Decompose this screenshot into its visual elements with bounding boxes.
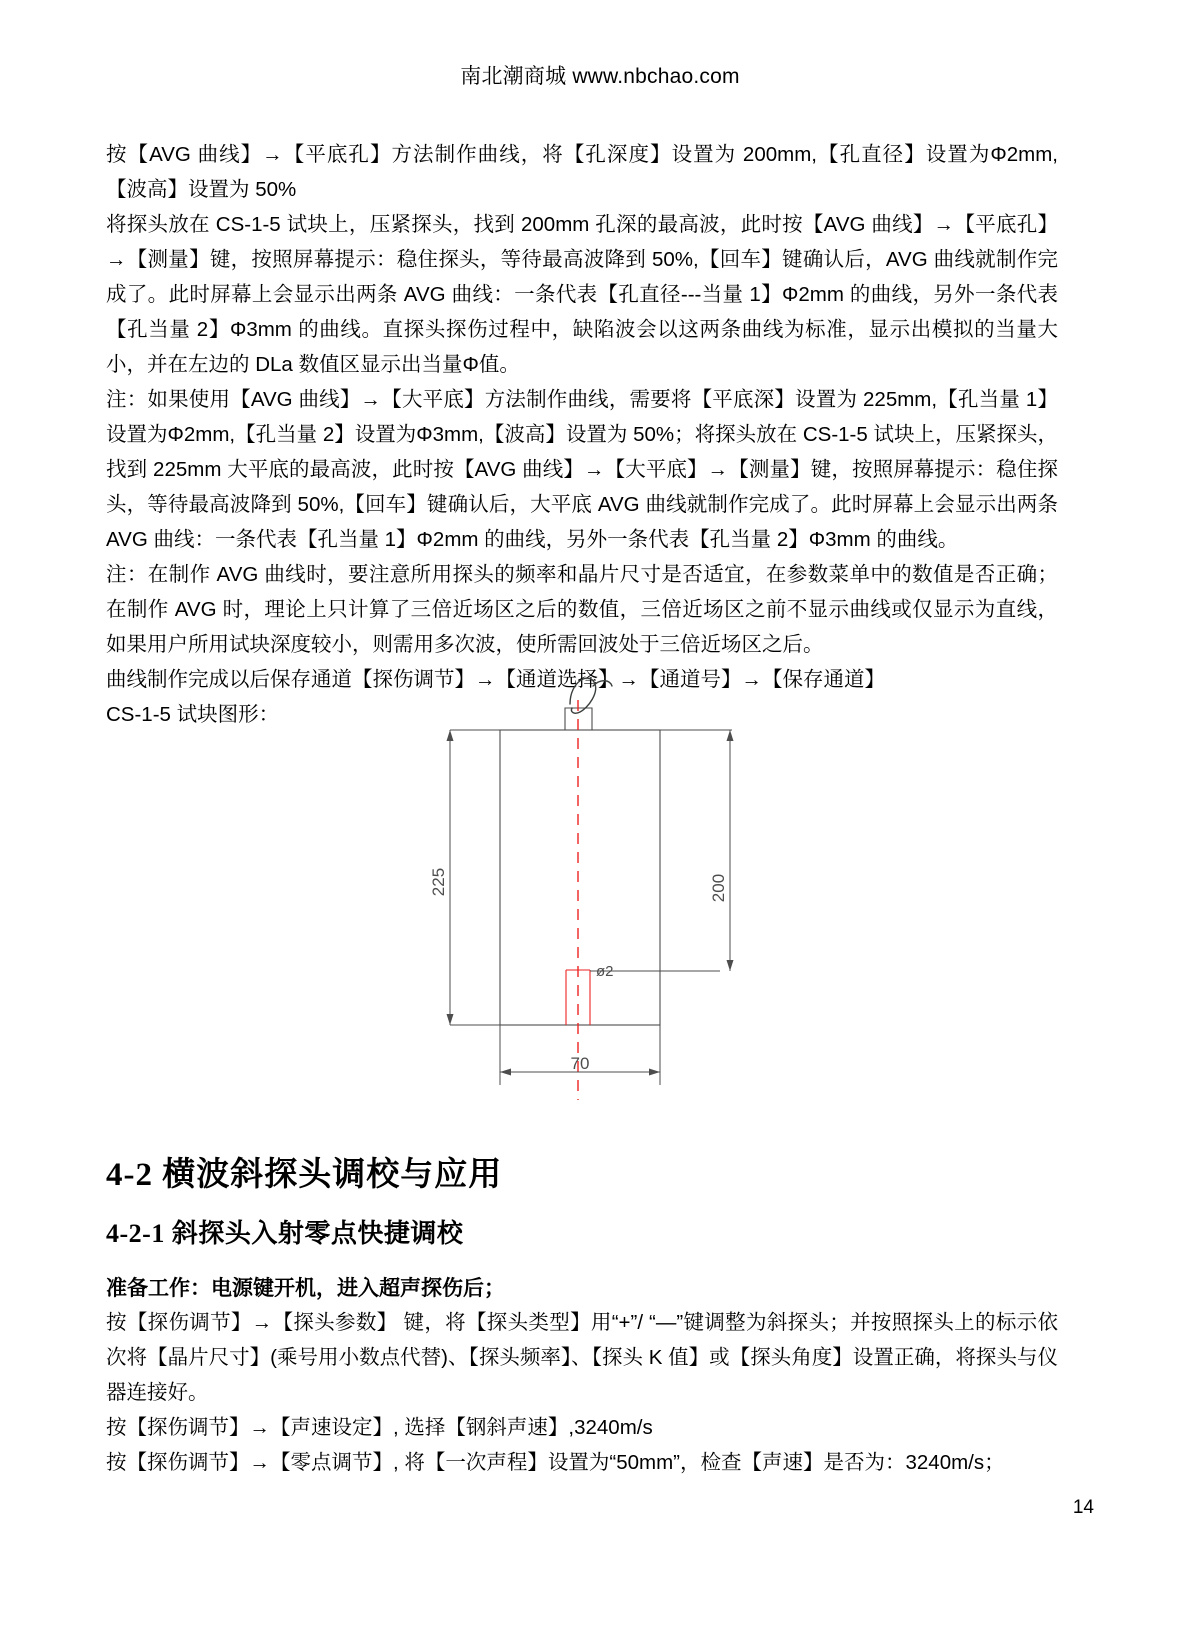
right-arrow-top <box>727 730 734 741</box>
flat-bottom-hole <box>566 970 590 1025</box>
right-arrow-bottom <box>727 960 734 971</box>
paragraph: 按【AVG 曲线】→【平底孔】方法制作曲线，将【孔深度】设置为 200mm,【孔直径】设置为Φ2mm,【波高】设置为 50% <box>106 143 1058 201</box>
paragraph: 按【探伤调节】→【零点调节】, 将【一次声程】设置为“50mm”，检查【声速】是否为：3240m/s； <box>106 1451 1005 1474</box>
bottom-dimension-label: 70 <box>570 1054 590 1073</box>
cs-1-5-test-block-drawing <box>0 660 1200 1120</box>
paragraph: 曲线制作完成以后保存通道【探伤调节】→【通道选择】→【通道号】→【保存通道】 <box>106 668 885 691</box>
drawing-caption: CS-1-5 试块图形： <box>106 703 280 726</box>
section-heading-4-2: 4-2 横波斜探头调校与应用 <box>106 1157 503 1193</box>
left-arrow-top <box>447 730 454 741</box>
block-outline <box>500 730 660 1025</box>
bottom-arrow-left <box>500 1069 511 1076</box>
section-heading-4-2-1: 4-2-1 斜探头入射零点快捷调校 <box>106 1219 464 1248</box>
right-dimension-label: 200 <box>709 873 728 903</box>
body-text-block <box>106 137 1058 732</box>
paragraph: 注：在制作 AVG 曲线时，要注意所用探头的频率和晶片尺寸是否适宜，在参数菜单中的数值是否正确；在制作 AVG 时，理论上只计算了三倍近场区之后的数值，三倍近场区之前不显示曲线或仅显示为直线，如果用户所用试块深度较小，则需用多次波，使所需回波处于三倍近场区之后。 <box>106 563 1058 656</box>
page-header-watermark: 南北潮商城 www.nbchao.com <box>460 65 740 88</box>
hole-dimension-label: ø2 <box>596 963 614 980</box>
bottom-arrow-right <box>649 1069 660 1076</box>
paragraph: 按【探伤调节】→【声速设定】, 选择【钢斜声速】,3240m/s <box>106 1416 653 1439</box>
paragraph: 按【探伤调节】→【探头参数】 键，将【探头类型】用“+”/ “—”键调整为斜探头；并按照探头上的标示依次将【晶片尺寸】(乘号用小数点代替)、【探头频率】、【探头 K 值】或【探头角度】设置正确，将探头与仪器连接好。 <box>106 1311 1058 1404</box>
paragraph: 注：如果使用【AVG 曲线】→【大平底】方法制作曲线，需要将【平底深】设置为 225mm,【孔当量 1】设置为Φ2mm,【孔当量 2】设置为Φ3mm,【波高】设置为 50%；将探头放在 CS-1-5 试块上，压紧探头，找到 225mm 大平底的最高波，此时按【AVG 曲线】→【大平底】→【测量】键，按照屏幕提示：稳住探头，等待最高波降到 50%,【回车】键确认后，大平底 AVG 曲线就制作完成了。此时屏幕上会显示出两条 AVG 曲线：一条代表【孔当量 1】Φ2mm 的曲线，另外一条代表【孔当量 2】Φ3mm 的曲线。 <box>106 388 1058 551</box>
test-block-svg <box>420 660 780 1120</box>
preparation-label: 准备工作：电源键开机，进入超声探伤后； <box>106 1277 505 1300</box>
page-number: 14 <box>1072 1497 1094 1518</box>
paragraph: 将探头放在 CS-1-5 试块上，压紧探头，找到 200mm 孔深的最高波，此时按【AVG 曲线】→【平底孔】→【测量】键，按照屏幕提示：稳住探头，等待最高波降到 50%,【回车】键确认后，AVG 曲线就制作完成了。此时屏幕上会显示出两条 AVG 曲线：一条代表【孔直径---当量 1】Φ2mm 的曲线，另外一条代表【孔当量 2】Φ3mm 的曲线。直探头探伤过程中，缺陷波会以这两条曲线为标准，显示出模拟的当量大小，并在左边的 DLa 数值区显示出当量Φ值。 <box>106 213 1058 376</box>
left-arrow-bottom <box>447 1014 454 1025</box>
body-text-block-2 <box>106 1305 1058 1480</box>
left-dimension-label: 225 <box>429 867 448 897</box>
